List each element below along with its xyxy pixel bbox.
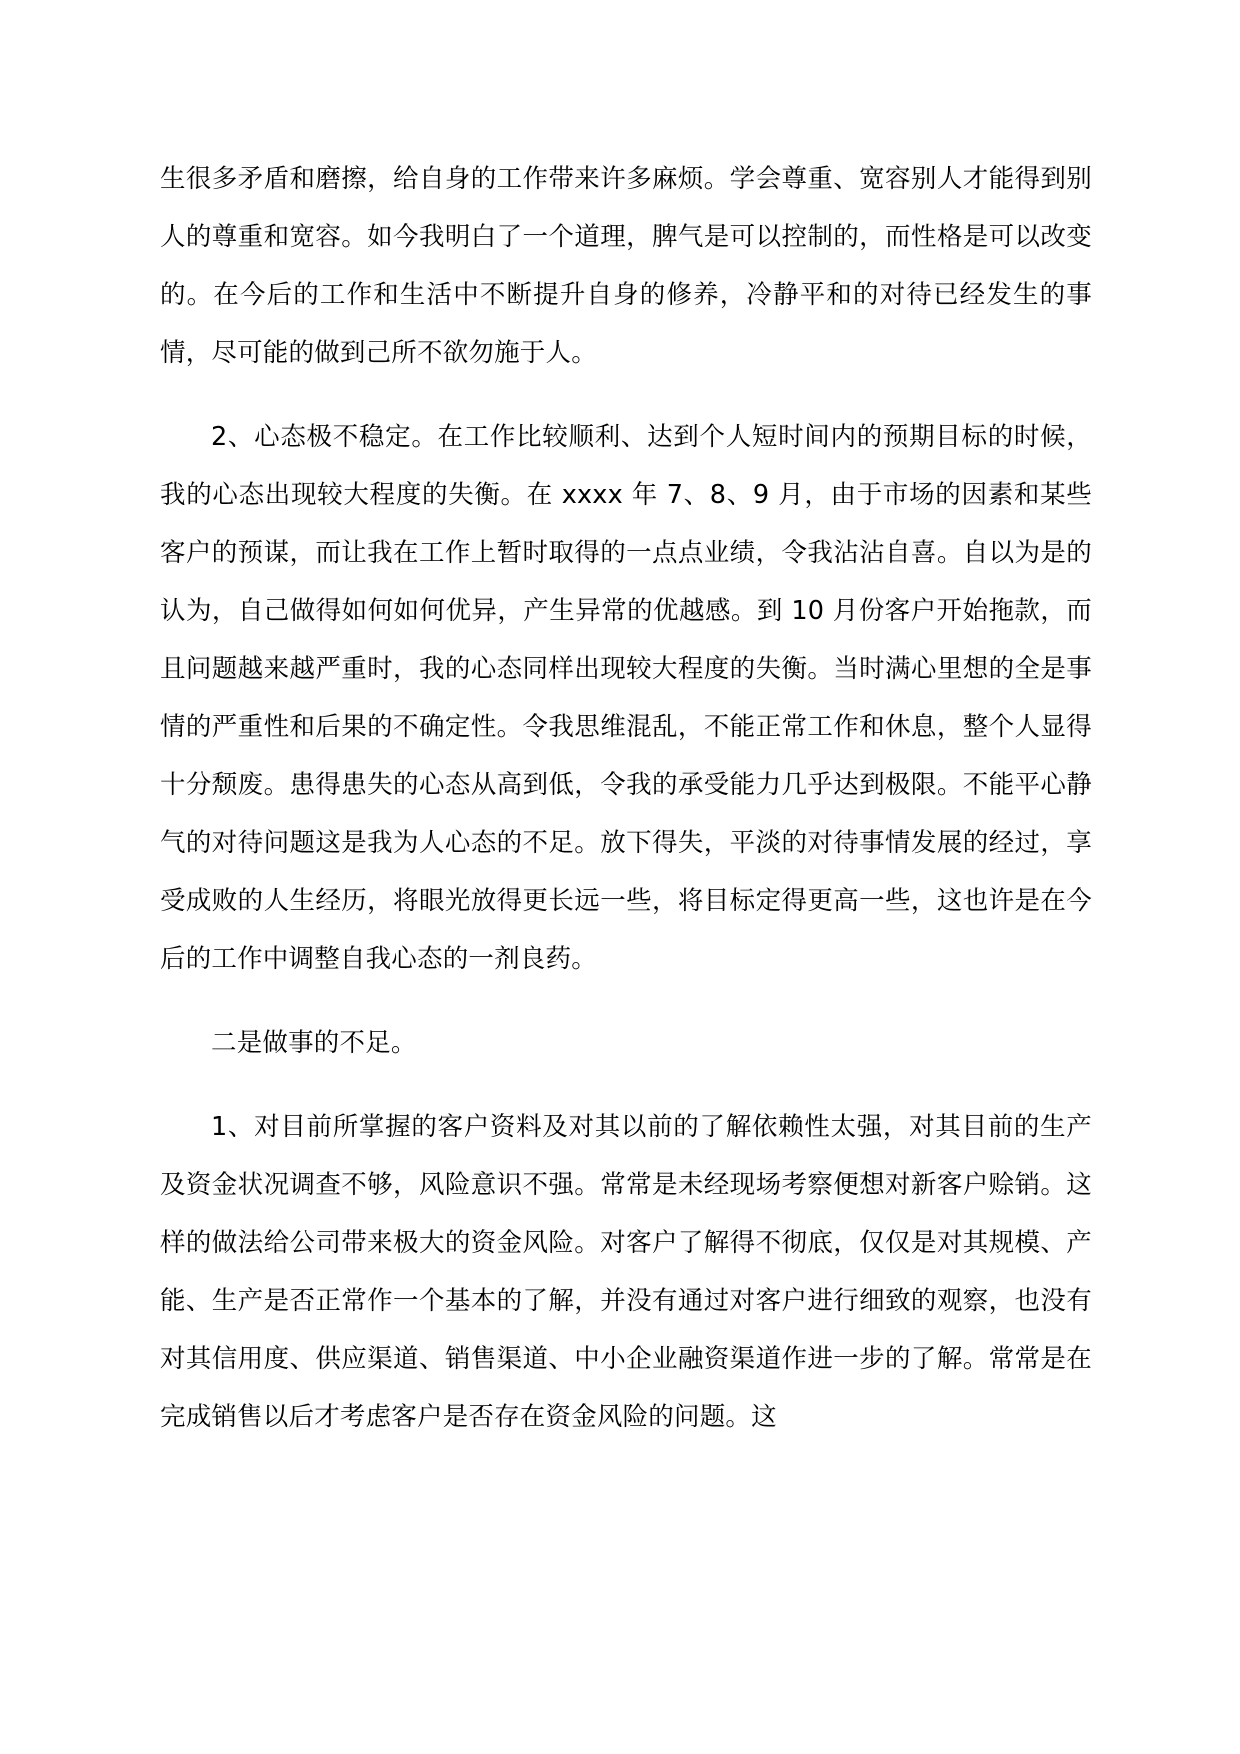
paragraph-4: 1、对目前所掌握的客户资料及对其以前的了解依赖性太强，对其目前的生产及资金状况调查不够，风险意识不强。常常是未经现场考察便想对新客户赊销。这样的做法给公司带来极大的资金风险。对客户了解得不彻底，仅仅是对其规模、产能、生产是否正常作一个基本的了解，并没有通过对客户进行细致的观察，也没有对其信用度、供应渠道、销售渠道、中小企业融资渠道作进一步的了解。常常是在完成销售以后才考虑客户是否存在资金风险的问题。这 bbox=[160, 1112, 1092, 1432]
paragraph-2: 2、心态极不稳定。在工作比较顺利、达到个人短时间内的预期目标的时候，我的心态出现较大程度的失衡。在 xxxx 年 7、8、9 月，由于市场的因素和某些客户的预谋，而让我在工作上暂时取得的一点点业绩，令我沾沾自喜。自以为是的认为，自己做得如何如何优异，产生异常的优越感。到 10 月份客户开始拖款，而且问题越来越严重时，我的心态同样出现较大程度的失衡。当时满心里想的全是事情的严重性和后果的不确定性。令我思维混乱，不能正常工作和休息，整个人显得十分颓废。患得患失的心态从高到低，令我的承受能力几乎达到极限。不能平心静气的对待问题这是我为人心态的不足。放下得失，平淡的对待事情发展的经过，享受成败的人生经历，将眼光放得更长远一些，将目标定得更高一些，这也许是在今后的工作中调整自我心态的一剂良药。 bbox=[160, 422, 1092, 974]
paragraph-1: 生很多矛盾和磨擦，给自身的工作带来许多麻烦。学会尊重、宽容别人才能得到别人的尊重和宽容。如今我明白了一个道理，脾气是可以控制的，而性格是可以改变的。在今后的工作和生活中不断提升自身的修养，冷静平和的对待已经发生的事情，尽可能的做到己所不欲勿施于人。 bbox=[160, 164, 1092, 368]
paragraph-3: 二是做事的不足。 bbox=[211, 1028, 417, 1058]
document-body bbox=[160, 150, 1092, 1446]
